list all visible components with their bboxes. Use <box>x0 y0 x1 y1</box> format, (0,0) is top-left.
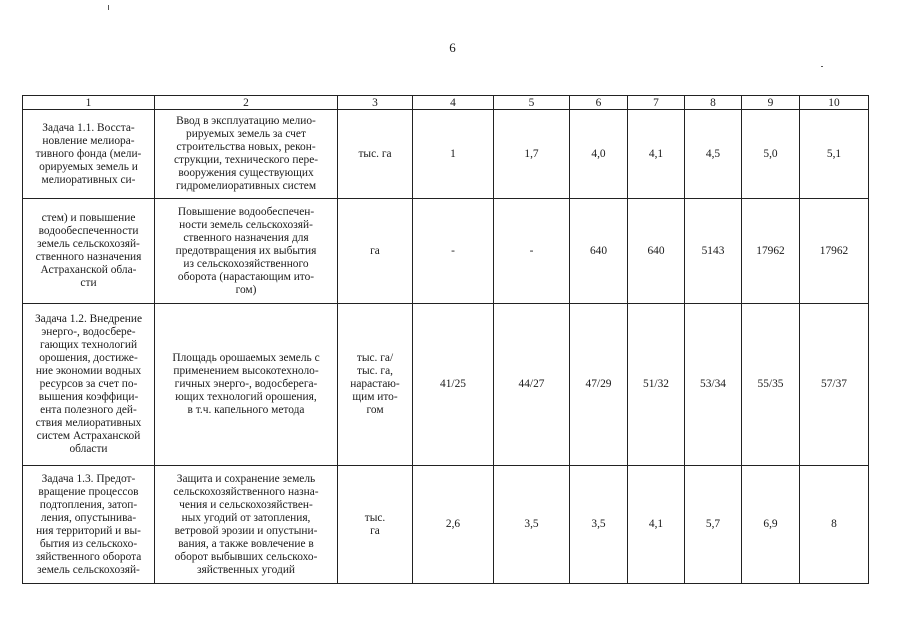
value-cell: 53/34 <box>685 304 742 466</box>
column-header: 8 <box>685 96 742 110</box>
value-cell: 5,1 <box>800 110 869 199</box>
indicators-table <box>22 95 869 584</box>
value-cell: 5,0 <box>742 110 800 199</box>
value-cell: 6,9 <box>742 466 800 584</box>
unit-cell: тыс. га/ тыс. га, нарастаю- щим ито- гом <box>338 304 413 466</box>
column-header: 10 <box>800 96 869 110</box>
column-header: 7 <box>628 96 685 110</box>
table-row <box>23 466 869 584</box>
indicator-cell: Площадь орошаемых земель с применением высокотехноло- гичных энерго-, водосберега- ющих технологий орошения, в т.ч. капельного метода <box>155 304 338 466</box>
task-cell: стем) и повышение водообеспеченности земель сельскохозяй- ственного назначения Астраханской обла- сти <box>23 199 155 304</box>
value-cell: 57/37 <box>800 304 869 466</box>
value-cell: 1,7 <box>494 110 570 199</box>
value-cell: 5143 <box>685 199 742 304</box>
value-cell: 8 <box>800 466 869 584</box>
column-header: 9 <box>742 96 800 110</box>
column-header: 4 <box>413 96 494 110</box>
value-cell: 17962 <box>800 199 869 304</box>
value-cell: 3,5 <box>494 466 570 584</box>
unit-cell: тыс. га <box>338 110 413 199</box>
indicator-cell: Защита и сохранение земель сельскохозяйственного назна- чения и сельскохозяйствен- ных угодий от затопления, ветровой эрозии и опустыни- вания, а также вовлечение в оборот выбывших сельскохо- зяйственных угодий <box>155 466 338 584</box>
table-row <box>23 199 869 304</box>
table-row <box>23 304 869 466</box>
column-header: 1 <box>23 96 155 110</box>
column-header: 3 <box>338 96 413 110</box>
value-cell: 640 <box>570 199 628 304</box>
task-cell: Задача 1.1. Восста- новление мелиора- тивного фонда (мели- орируемых земель и мелиоративных си- <box>23 110 155 199</box>
column-header: 5 <box>494 96 570 110</box>
task-cell: Задача 1.2. Внедрение энерго-, водосбере- гающих технологий орошения, достиже- ние экономии водных ресурсов за счет по- вышения коэффици- ента полезного дей- ствия мелиоративных систем Астраханской области <box>23 304 155 466</box>
page-number: 6 <box>449 40 456 55</box>
header-row <box>23 96 869 110</box>
scan-speck <box>108 5 109 10</box>
task-cell: Задача 1.3. Предот- вращение процессов подтопления, затоп- ления, опустынива- ния территорий и вы- бытия из сельскохо- зяйственного оборота земель сельскохозяй- <box>23 466 155 584</box>
value-cell: 3,5 <box>570 466 628 584</box>
value-cell: 47/29 <box>570 304 628 466</box>
value-cell: 640 <box>628 199 685 304</box>
scan-speck <box>821 66 823 67</box>
value-cell: - <box>413 199 494 304</box>
table-row <box>23 110 869 199</box>
value-cell: 44/27 <box>494 304 570 466</box>
value-cell: 17962 <box>742 199 800 304</box>
value-cell: 4,5 <box>685 110 742 199</box>
unit-cell: га <box>338 199 413 304</box>
value-cell: 2,6 <box>413 466 494 584</box>
value-cell: 55/35 <box>742 304 800 466</box>
indicator-cell: Ввод в эксплуатацию мелио- рируемых земель за счет строительства новых, рекон- струкции, технического пере- вооружения существующих гидромелиоративных систем <box>155 110 338 199</box>
value-cell: 51/32 <box>628 304 685 466</box>
column-header: 6 <box>570 96 628 110</box>
value-cell: 1 <box>413 110 494 199</box>
unit-cell: тыс. га <box>338 466 413 584</box>
value-cell: 4,0 <box>570 110 628 199</box>
value-cell: 41/25 <box>413 304 494 466</box>
value-cell: - <box>494 199 570 304</box>
indicator-cell: Повышение водообеспечен- ности земель сельскохозяй- ственного назначения для предотвращения их выбытия из сельскохозяйственного оборота (нарастающим ито- гом) <box>155 199 338 304</box>
value-cell: 4,1 <box>628 466 685 584</box>
value-cell: 4,1 <box>628 110 685 199</box>
value-cell: 5,7 <box>685 466 742 584</box>
column-header: 2 <box>155 96 338 110</box>
